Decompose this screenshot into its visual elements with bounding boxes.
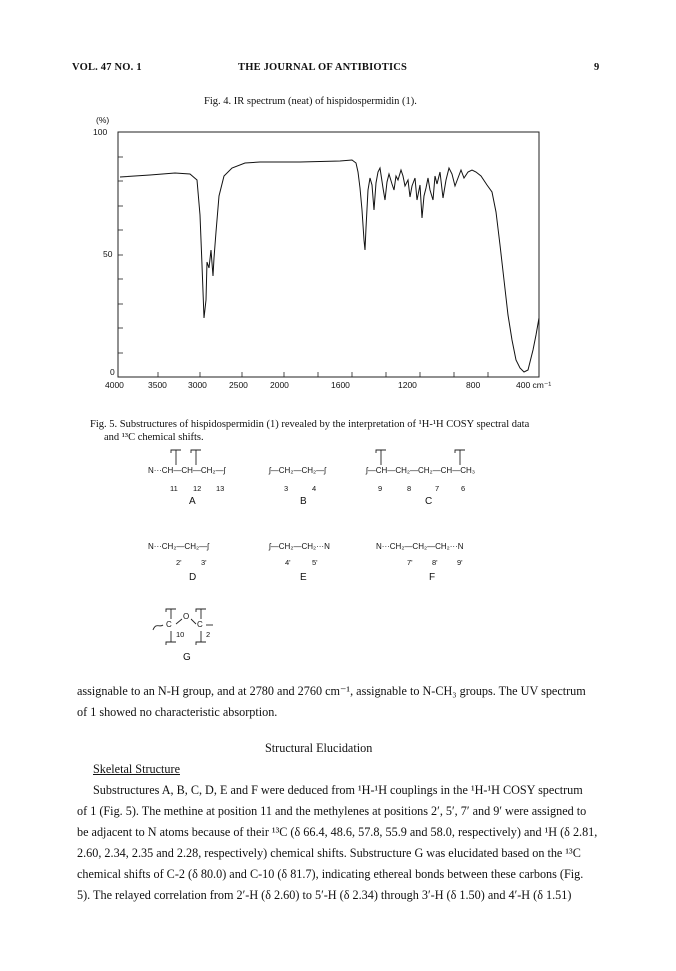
substructure-D-label: D [189, 572, 197, 583]
substructure-G-num-2: 2 [206, 630, 211, 639]
paragraph-2-line-5: chemical shifts of C-2 (δ 80.0) and C-10 (δ 81.7), indicating ethereal bonds between these carbons (Fig. [77, 867, 584, 881]
substructure-D-num-2p: 2' [176, 558, 182, 567]
journal-volume: VOL. 47 NO. 1 [72, 62, 142, 73]
substructure-D-formula: N···CH₂—CH₂—ʃ [148, 542, 209, 551]
x-tick-4000: 4000 [105, 380, 124, 390]
substructure-B-num-3: 3 [284, 484, 289, 493]
x-tick-3500: 3500 [148, 380, 167, 390]
paragraph-1-line-2: of 1 showed no characteristic absorption. [77, 705, 278, 719]
substructure-F-num-7p: 7' [407, 558, 413, 567]
x-tick-3000: 3000 [188, 380, 207, 390]
paragraph-2-line-4: 2.60, 2.34, 2.35 and 2.28, respectively) chemical shifts. Substructure G was elucidated based on the ¹³C [77, 846, 581, 860]
y-unit-label: (%) [96, 115, 110, 125]
x-tick-2000: 2000 [270, 380, 289, 390]
y-tick-100: 100 [93, 127, 108, 137]
substructure-C-label: C [425, 496, 433, 507]
substructure-B-num-4: 4 [312, 484, 317, 493]
x-tick-400: 400 cm⁻¹ [516, 380, 552, 390]
paragraph-2-line-3: be adjacent to N atoms because of their ¹³C (δ 66.4, 48.6, 57.8, 55.9 and 58.0, respectively) and ¹H (δ 2.81, [77, 825, 598, 839]
y-tick-50: 50 [103, 249, 113, 259]
substructure-E-num-4p: 4' [285, 558, 291, 567]
paragraph-2-line-2: of 1 (Fig. 5). The methine at position 11 and the methylenes at positions 2′, 5′, 7′ and 9′ were assigned to [77, 804, 587, 818]
substructure-C-num-7: 7 [435, 484, 440, 493]
substructure-A-num-11: 11 [170, 484, 178, 493]
substructure-F-num-8p: 8' [432, 558, 438, 567]
subsection-heading-text: Skeletal Structure [93, 762, 180, 776]
substructure-G-num-10: 10 [176, 630, 185, 639]
fig4-caption: Fig. 4. IR spectrum (neat) of hispidospermidin (1). [204, 96, 417, 107]
substructure-E-label: E [300, 572, 307, 583]
journal-title: THE JOURNAL OF ANTIBIOTICS [238, 62, 408, 73]
substructure-B-label: B [300, 496, 307, 507]
substructure-A-formula: N···CH—CH—CH₂—ʃ [148, 466, 226, 475]
substructure-D-num-3p: 3' [201, 558, 207, 567]
paragraph-2-line-6: 5). The relayed correlation from 2′-H (δ 2.60) to 5′-H (δ 2.34) through 3′-H (δ 1.50) and 4′-H (δ 1.51) [77, 888, 572, 902]
substructure-A-num-12: 12 [193, 484, 202, 493]
subsection-heading [93, 759, 180, 781]
fig5-caption-line2: and ¹³C chemical shifts. [104, 432, 204, 443]
x-tick-2500: 2500 [229, 380, 248, 390]
x-tick-1600: 1600 [331, 380, 350, 390]
section-heading: Structural Elucidation [265, 741, 373, 755]
substructure-A-num-13: 13 [216, 484, 225, 493]
substructure-E-formula: ʃ—CH₂—CH₂···N [269, 542, 330, 551]
substructure-G-oxygen: O [183, 612, 190, 621]
substructure-F-num-9p: 9' [457, 558, 463, 567]
y-tick-0: 0 [110, 367, 115, 377]
substructure-F-label: F [429, 572, 436, 583]
substructure-E-num-5p: 5' [312, 558, 318, 567]
substructure-C-num-8: 8 [407, 484, 412, 493]
page-number: 9 [594, 62, 600, 73]
substructure-F-formula: N···CH₂—CH₂—CH₂···N [376, 542, 464, 551]
substructure-A-label: A [189, 496, 196, 507]
substructure-G-c2: C [197, 620, 203, 629]
substructure-C-formula: ʃ—CH—CH₂—CH₂—CH—CH₃ [366, 466, 476, 475]
substructure-G-label: G [183, 652, 191, 663]
substructure-C-num-6: 6 [461, 484, 466, 493]
substructure-C-num-9: 9 [378, 484, 383, 493]
x-tick-1200: 1200 [398, 380, 417, 390]
fig5-caption-line1: Fig. 5. Substructures of hispidospermidin (1) revealed by the interpretation of ¹H-¹H COSY spectral data [90, 419, 530, 430]
paragraph-1-line-1: assignable to an N-H group, and at 2780 and 2760 cm⁻¹, assignable to N-CH₃ groups. The UV spectrum [77, 684, 586, 698]
paragraph-2-line-1: Substructures A, B, C, D, E and F were deduced from ¹H-¹H couplings in the ¹H-¹H COSY spectrum [93, 783, 583, 797]
substructure-B-formula: ʃ—CH₂—CH₂—ʃ [269, 466, 326, 475]
x-tick-800: 800 [466, 380, 481, 390]
substructure-G-c10: C [166, 620, 172, 629]
